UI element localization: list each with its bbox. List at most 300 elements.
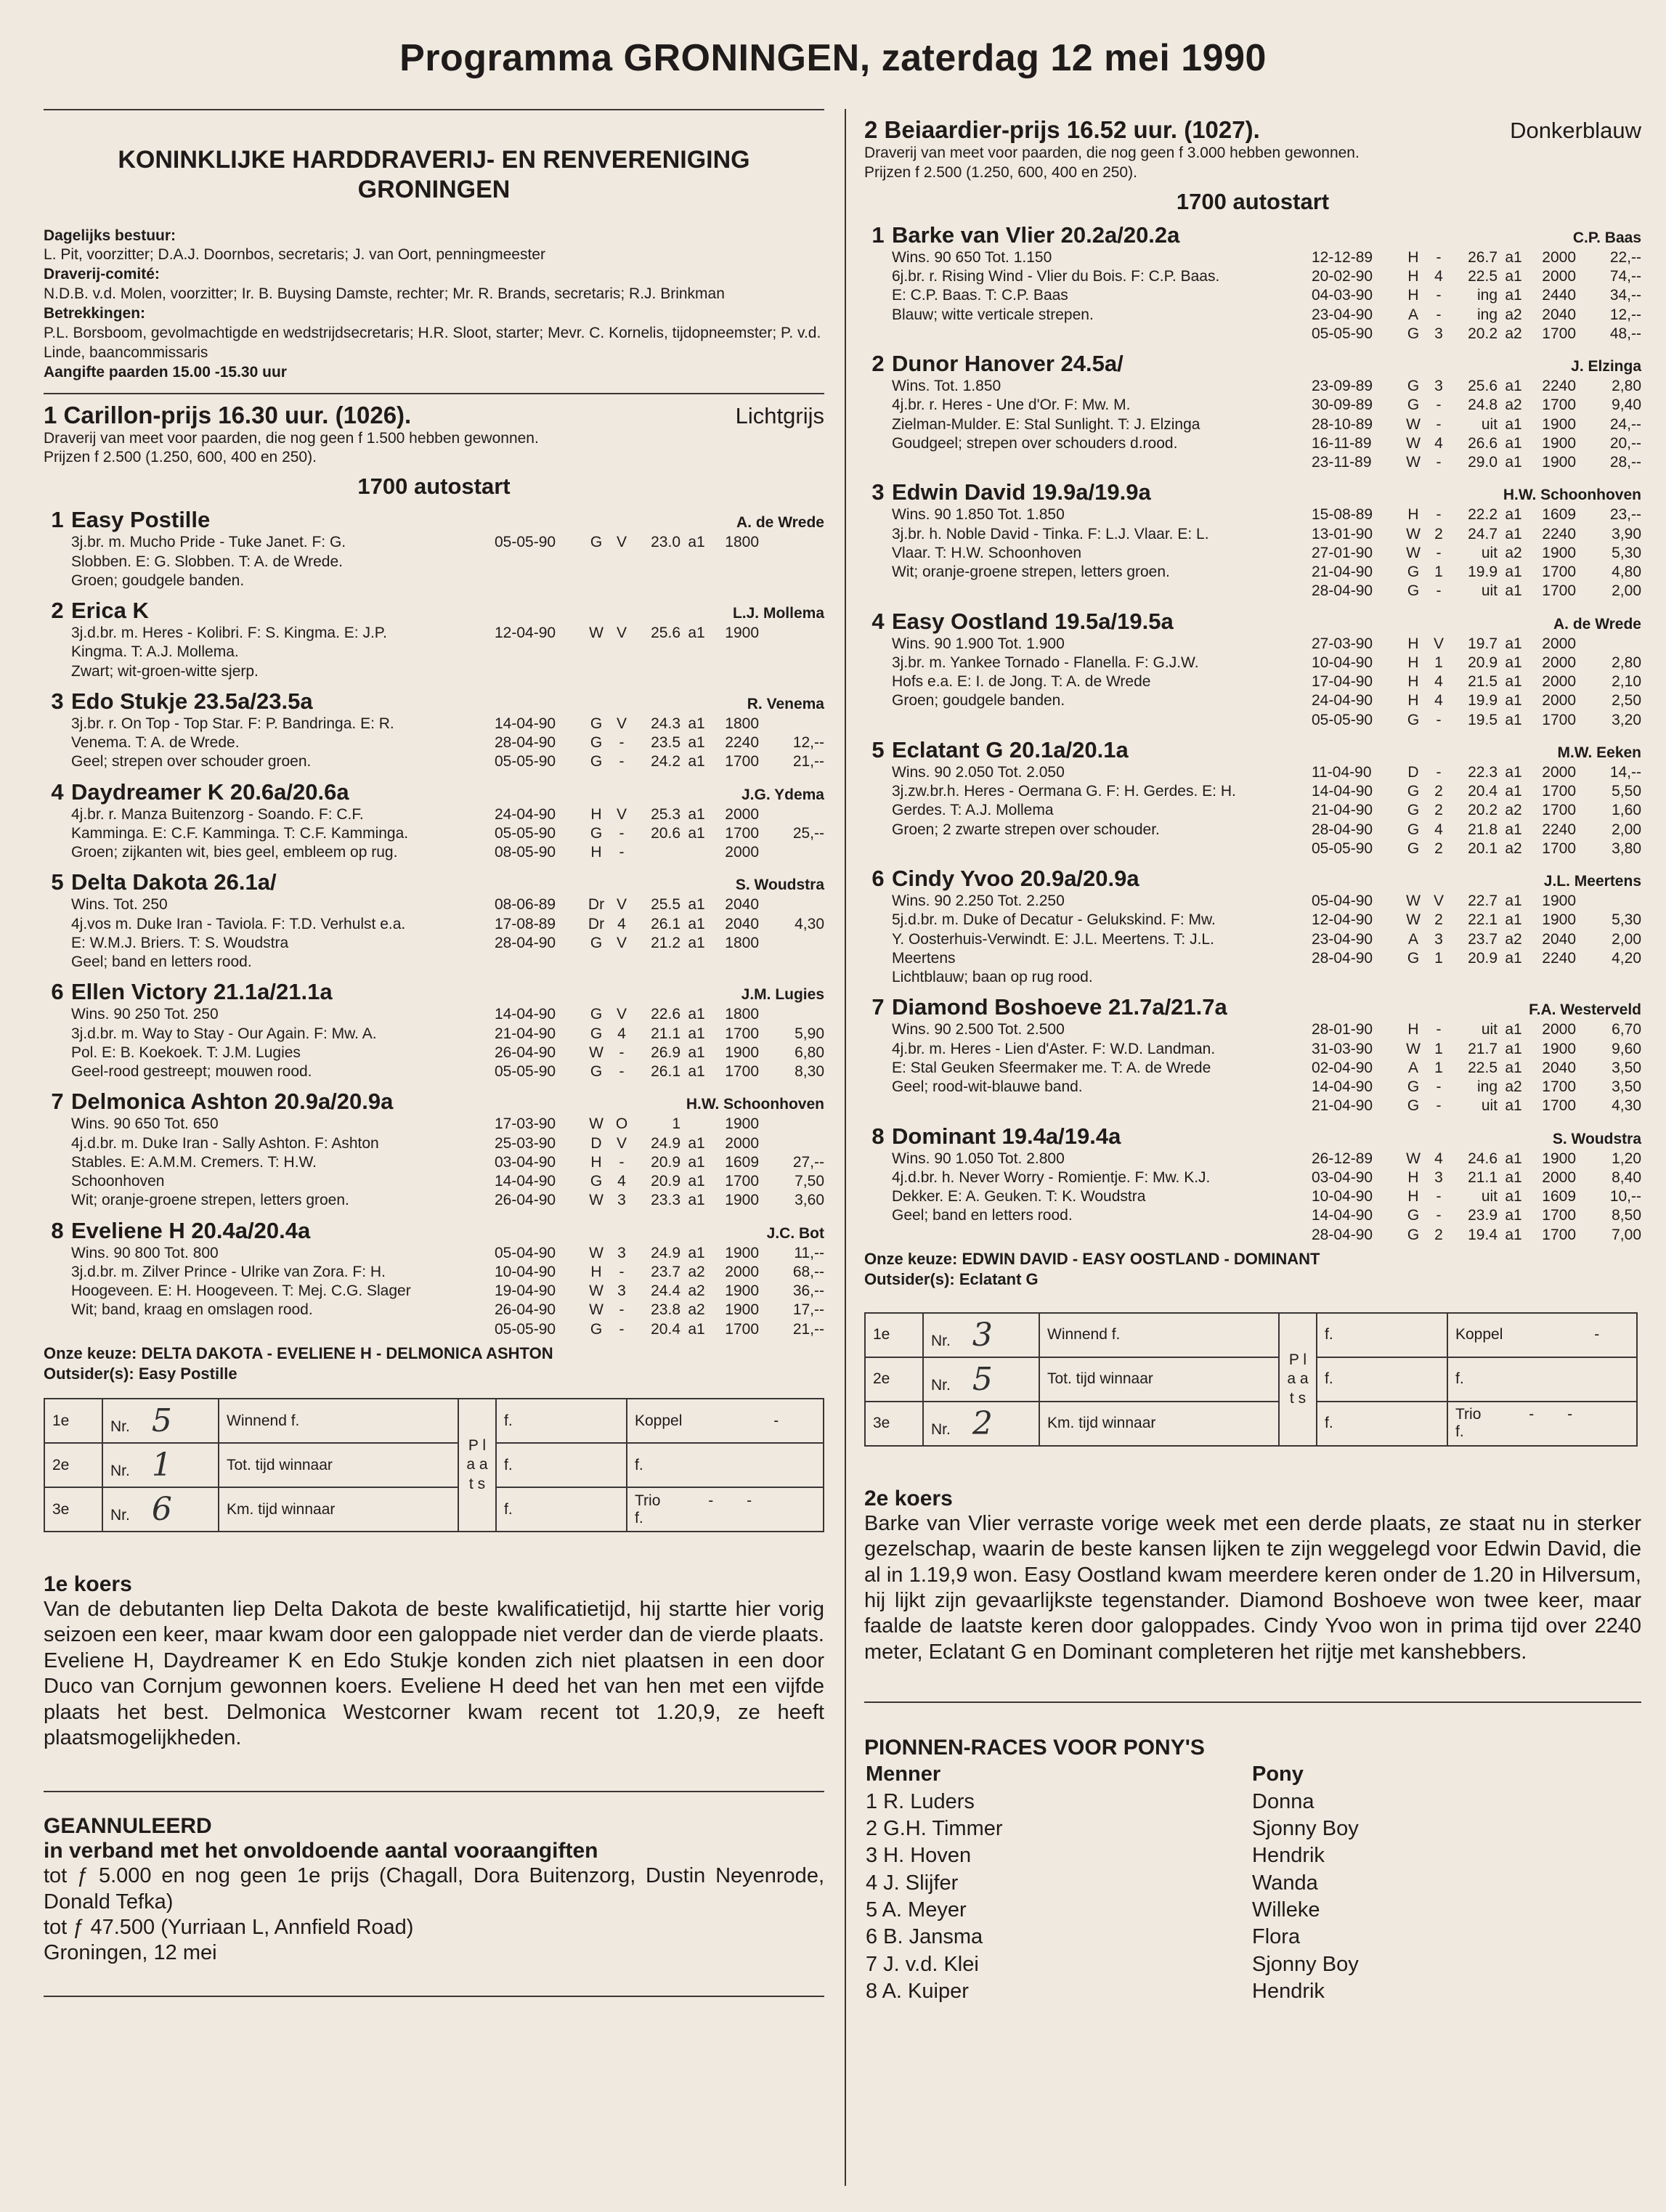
result-place: 4: [617, 1025, 626, 1042]
horse-body: [892, 351, 1641, 472]
bestuur-text: L. Pit, voorzitter; D.A.J. Doornbos, secretaris; J. van Oort, penningmeester: [44, 246, 545, 264]
result-row: [1312, 267, 1641, 286]
result-time: uit: [1481, 544, 1498, 561]
horse-name: Delmonica Ashton 20.9a/20.9a: [71, 1089, 394, 1115]
horse-body: [71, 779, 824, 863]
result-start: a1: [1505, 287, 1522, 304]
result-odds: 4,20: [1612, 949, 1641, 967]
horse-entry: [44, 869, 824, 972]
result-time: 21.7: [1468, 1040, 1498, 1057]
menner-name: 5 A. Meyer: [866, 1898, 967, 1922]
result-row: [495, 1153, 824, 1172]
result-track: W: [1406, 892, 1421, 909]
horse-info-line: Stables. E: A.M.M. Cremers. T: H.W.: [71, 1153, 317, 1171]
koers1-text: Van de debutanten liep Delta Dakota de beste kwalificatietijd, hij startte hier vorig seizoen een keer, maar kwam door een galoppade niet verder dan de vierde plaats. Eveliene H, Daydreamer K en Edo Stukje konden zich niet plaatsen in een door Duco van Cornjum gewonnen koers. Eveliene H deed het van hen met een vijfde plaats het best. Delmonica Westcorner kwam recent tot 1.20,9, ze heeft plaatsmogelijkheden.: [44, 1598, 824, 1749]
result-date: 10-04-90: [1312, 1188, 1373, 1205]
result-start: a2: [1505, 1078, 1522, 1095]
result-track: H: [1407, 287, 1419, 304]
result-place: 2: [1434, 525, 1443, 542]
result-track: W: [1406, 525, 1421, 542]
result-place: 3: [1434, 930, 1443, 948]
horse-header: [71, 1218, 824, 1244]
result-date: 28-04-90: [1312, 949, 1373, 967]
result-distance: 2000: [1542, 1168, 1576, 1186]
result-start: a2: [1505, 802, 1522, 819]
result-odds: 4,30: [1612, 1097, 1641, 1115]
result-track: W: [589, 1115, 604, 1133]
result-start: a1: [1505, 564, 1522, 580]
result-odds: [759, 805, 824, 824]
result-odds: 5,50: [1612, 783, 1641, 800]
pionnen-row: [866, 1979, 1640, 2004]
result-time: 24.6: [1468, 1150, 1498, 1167]
result-start: a1: [1505, 248, 1522, 266]
result-odds: 3,50: [1612, 1078, 1641, 1095]
tote-km-tijd-label: Km. tijd winnaar: [219, 1487, 458, 1532]
result-track: W: [1406, 454, 1421, 471]
result-date: 23-11-89: [1312, 454, 1372, 471]
result-time: 25.6: [651, 625, 680, 642]
result-row: [1312, 654, 1641, 672]
result-date: 05-05-90: [1312, 839, 1373, 857]
horse-entry: [44, 688, 824, 772]
horse-info-line: Wins. 90 650 Tot. 1.150: [892, 248, 1052, 266]
tote-koppel-label: Koppel: [1455, 1326, 1503, 1343]
race2-keuze: [864, 1249, 1641, 1290]
result-odds: 7,00: [1612, 1226, 1641, 1243]
result-date: 28-10-89: [1312, 415, 1373, 433]
result-track: G: [590, 1320, 603, 1338]
result-track: G: [1407, 397, 1420, 414]
horse-entry: [864, 222, 1641, 343]
horse-results: [1312, 1020, 1641, 1115]
result-start: a1: [1505, 1097, 1522, 1115]
horse-info-line: Wit; oranje-groene strepen, letters groen.: [892, 564, 1170, 580]
result-time: 23.7: [651, 1263, 680, 1280]
menner-name: 6 B. Jansma: [866, 1925, 983, 1949]
result-row: [495, 1244, 824, 1263]
result-distance: 2040: [1542, 930, 1576, 948]
result-row: [1312, 1097, 1641, 1115]
result-date: 04-03-90: [1312, 287, 1373, 304]
result-place: 3: [617, 1192, 626, 1209]
result-row: [495, 915, 824, 934]
race1-horse-list: [44, 507, 824, 1339]
result-odds: 24,--: [1609, 415, 1641, 433]
result-track: G: [1407, 1078, 1420, 1095]
horse-name: Edo Stukje 23.5a/23.5a: [71, 688, 313, 714]
result-distance: 2240: [1542, 821, 1576, 838]
result-odds: 2,80: [1612, 654, 1641, 671]
result-date: 08-05-90: [495, 844, 556, 861]
result-place: V: [616, 1006, 627, 1023]
result-odds: 2,00: [1612, 821, 1641, 838]
result-distance: 1900: [725, 1115, 759, 1133]
result-odds: 2,10: [1612, 673, 1641, 690]
result-place: -: [619, 753, 625, 770]
result-date: 27-03-90: [1312, 635, 1373, 652]
horse-details: [71, 1244, 824, 1339]
result-date: 28-04-90: [495, 734, 556, 752]
horse-info-line: Zwart; wit-groen-witte sjerp.: [71, 662, 259, 680]
horse-info-line: E: C.P. Baas. T: C.P. Baas: [892, 287, 1068, 304]
result-distance: 2000: [1542, 654, 1576, 671]
result-distance: 2000: [1542, 1021, 1576, 1038]
result-date: 03-04-90: [495, 1153, 556, 1171]
horse-body: [71, 1089, 824, 1210]
horse-results: [1312, 892, 1641, 987]
result-time: 24.8: [1468, 397, 1498, 414]
result-track: G: [1407, 378, 1420, 394]
result-row: [1312, 821, 1641, 839]
result-date: 14-04-90: [495, 1173, 556, 1190]
keuze-label: Onze keuze:: [44, 1343, 137, 1362]
horse-entry: [864, 351, 1641, 472]
horse-number: 2: [871, 351, 885, 376]
horse-results: [495, 805, 824, 863]
result-date: 25-03-90: [495, 1134, 556, 1152]
horse-details: [892, 1020, 1641, 1115]
result-date: 21-04-90: [1312, 564, 1373, 580]
tote-tot-tijd-label: Tot. tijd winnaar: [219, 1443, 458, 1487]
result-date: 05-04-90: [1312, 892, 1373, 909]
pony-name: Sjonny Boy: [1252, 1816, 1359, 1840]
result-date: 24-04-90: [495, 805, 556, 823]
horse-info-line: Kingma. T: A.J. Mollema.: [71, 643, 239, 661]
race2-title: 2 Beiaardier-prijs 16.52 uur. (1027).: [864, 116, 1260, 143]
result-distance: 2000: [1542, 692, 1576, 709]
result-place: -: [619, 1320, 625, 1338]
horse-info-line: Hofs e.a. E: I. de Jong. T: A. de Wrede: [892, 673, 1151, 690]
result-row: [1312, 1078, 1641, 1097]
tote-f: f.: [1317, 1357, 1447, 1402]
result-time: 23.8: [651, 1301, 680, 1319]
result-time: 20.4: [1468, 783, 1498, 800]
result-odds: 23,--: [1609, 506, 1641, 524]
result-odds: 5,90: [795, 1025, 824, 1042]
result-track: W: [589, 1244, 604, 1261]
horse-info-line: Slobben. E: G. Slobben. T: A. de Wrede.: [71, 553, 343, 570]
result-odds: 48,--: [1609, 325, 1641, 342]
horse-info-line: 4j.d.br. m. Duke Iran - Sally Ashton. F: Ashton: [71, 1134, 379, 1152]
tote-km-tijd-label: Km. tijd winnaar: [1039, 1402, 1279, 1446]
result-row: [1312, 1150, 1641, 1168]
result-date: 23-09-89: [1312, 378, 1373, 394]
result-place: 2: [1434, 802, 1443, 819]
result-odds: [759, 624, 824, 643]
race1-header: [44, 402, 824, 429]
result-odds: [759, 1115, 824, 1134]
result-odds: 27,--: [792, 1153, 824, 1171]
result-start: a1: [1505, 525, 1522, 542]
horse-info-line: Geel; band en letters rood.: [71, 953, 252, 971]
horse-number: 2: [51, 598, 64, 624]
result-date: 27-01-90: [1312, 544, 1373, 561]
result-time: 19.9: [1468, 692, 1498, 709]
club-info: [44, 227, 824, 383]
result-row: [1312, 672, 1641, 691]
result-place: -: [1436, 711, 1442, 728]
result-odds: 2,50: [1612, 692, 1641, 709]
horse-info-line: Pol. E: B. Koekoek. T: J.M. Lugies: [71, 1044, 301, 1061]
tote-dash: -: [1567, 1406, 1573, 1423]
horse-header: [892, 222, 1641, 248]
result-start: a1: [1505, 911, 1522, 929]
horse-name: Cindy Yvoo 20.9a/20.9a: [892, 866, 1139, 891]
keuze-value: EDWIN DAVID - EASY OOSTLAND - DOMINANT: [962, 1249, 1320, 1268]
horse-header: [892, 866, 1641, 892]
horse-info-line: 3j.d.br. m. Heres - Kolibri. F: S. Kingma. E: J.P.: [71, 625, 387, 642]
result-place: 1: [1434, 654, 1443, 671]
result-track: H: [1407, 635, 1419, 652]
result-start: a1: [688, 1025, 705, 1042]
result-row: [495, 624, 824, 643]
result-date: 05-04-90: [495, 1244, 556, 1261]
pionnen-row: [866, 1789, 1640, 1815]
result-track: G: [590, 1006, 603, 1023]
result-row: [1312, 505, 1641, 524]
race2-prizes: Prijzen f 2.500 (1.250, 600, 400 en 250).: [864, 163, 1137, 181]
horse-body: [892, 479, 1641, 601]
horse-info-line: Wit; band, kraag en omslagen rood.: [71, 1301, 313, 1319]
result-time: 29.0: [1468, 454, 1498, 471]
result-distance: 1700: [725, 1320, 759, 1338]
horse-info: [71, 533, 495, 590]
result-row: [495, 1301, 824, 1320]
result-track: H: [1407, 1188, 1419, 1205]
horse-details: [71, 533, 824, 590]
result-distance: 1700: [1542, 1078, 1576, 1095]
result-distance: 1700: [1542, 802, 1576, 819]
horse-info-line: Wins. 90 650 Tot. 650: [71, 1115, 219, 1133]
tote-trio-label: Trio: [635, 1492, 661, 1509]
result-odds: 3,90: [1612, 525, 1641, 542]
result-start: a1: [688, 824, 705, 842]
race1-keuze: [44, 1343, 824, 1385]
horse-details: [892, 892, 1641, 987]
result-odds: [759, 1134, 824, 1153]
horse-number: 7: [51, 1089, 64, 1115]
horse-info-line: Wins. 90 250 Tot. 250: [71, 1006, 219, 1023]
result-odds: [759, 1005, 824, 1024]
tote-place: 1e: [44, 1399, 102, 1443]
horse-info-line: 3j.br. m. Mucho Pride - Tuke Janet. F: G.: [71, 534, 346, 551]
horse-info-line: Dekker. E: A. Geuken. T: K. Woudstra: [892, 1188, 1146, 1205]
race1-tote-table: [44, 1398, 824, 1532]
tote-dash: -: [1594, 1326, 1600, 1343]
left-column: [44, 109, 824, 1997]
result-track: G: [590, 734, 603, 752]
result-row: [495, 1172, 824, 1191]
result-start: a1: [688, 1044, 705, 1061]
result-row: [1312, 839, 1641, 858]
horse-entry: [864, 479, 1641, 601]
result-row: [495, 1062, 824, 1081]
result-start: a1: [688, 896, 705, 914]
result-distance: 2240: [1542, 949, 1576, 967]
horse-info-line: Gerdes. T: A.J. Mollema: [892, 802, 1054, 819]
horse-header: [71, 869, 824, 895]
result-place: V: [616, 625, 627, 642]
result-time: ing: [1476, 306, 1498, 323]
result-start: a2: [1505, 306, 1522, 323]
result-place: V: [1433, 892, 1444, 909]
result-odds: 12,--: [1609, 306, 1641, 323]
horse-name: Daydreamer K 20.6a/20.6a: [71, 778, 349, 805]
pony-name: Willeke: [1252, 1898, 1320, 1922]
result-place: -: [1436, 1097, 1442, 1115]
horse-info-line: Venema. T: A. de Wrede.: [71, 734, 240, 752]
result-date: 14-04-90: [1312, 1078, 1373, 1095]
result-start: a1: [688, 915, 705, 932]
horse-details: [892, 377, 1641, 472]
result-place: 3: [617, 1282, 626, 1300]
result-row: [495, 1320, 824, 1339]
club-title: [44, 145, 824, 205]
result-place: -: [619, 1153, 625, 1171]
pony-name: Hendrik: [1252, 1980, 1325, 2004]
horse-details: [892, 635, 1641, 730]
result-odds: [759, 934, 824, 953]
page-title: Programma GRONINGEN, zaterdag 12 mei 1990: [399, 37, 1267, 79]
result-track: A: [1407, 1059, 1418, 1076]
result-row: [495, 824, 824, 843]
result-place: 3: [1434, 325, 1443, 342]
horse-driver: M.W. Eeken: [1557, 744, 1641, 761]
result-date: 17-03-90: [495, 1115, 556, 1133]
result-row: [1312, 306, 1641, 325]
result-time: 19.5: [1468, 711, 1498, 728]
result-row: [1312, 582, 1641, 601]
result-row: [1312, 563, 1641, 582]
race1-prizes: Prijzen f 2.500 (1.250, 600, 400 en 250).: [44, 449, 317, 466]
result-distance: 1700: [1542, 839, 1576, 857]
horse-info-line: 3j.br. r. On Top - Top Star. F: P. Bandringa. E: R.: [71, 715, 394, 732]
horse-results: [495, 1244, 824, 1339]
horse-results: [495, 624, 824, 681]
result-time: 20.9: [1468, 654, 1498, 671]
result-track: D: [590, 1134, 602, 1152]
result-start: a1: [1505, 692, 1522, 709]
result-track: H: [1407, 506, 1419, 524]
result-row: [1312, 396, 1641, 415]
horse-info-line: 3j.br. h. Noble David - Tinka. F: L.J. Vlaar. E: L.: [892, 525, 1209, 542]
horse-info-line: Wins. 90 2.050 Tot. 2.050: [892, 763, 1065, 781]
result-row: [495, 1191, 824, 1210]
result-track: W: [589, 1044, 604, 1061]
result-start: a1: [688, 1153, 705, 1171]
divider: [44, 1996, 824, 1997]
result-place: 3: [1434, 1168, 1443, 1186]
pony-name: Hendrik: [1252, 1844, 1325, 1868]
result-place: -: [619, 734, 625, 752]
right-column: [864, 116, 1641, 2006]
horse-driver: J.C. Bot: [766, 1224, 824, 1242]
result-start: a1: [1505, 1040, 1522, 1057]
race1-distance: 1700 autostart: [357, 473, 511, 500]
race2-conditions: [864, 144, 1641, 183]
result-date: 17-04-90: [1312, 673, 1373, 690]
result-place: V: [616, 934, 627, 951]
result-date: 23-04-90: [1312, 930, 1373, 948]
result-odds: 3,60: [795, 1192, 824, 1209]
result-time: 22.6: [651, 1006, 680, 1023]
result-track: W: [589, 1282, 604, 1300]
result-start: a1: [1505, 268, 1522, 285]
horse-info-line: Wins. 90 1.050 Tot. 2.800: [892, 1150, 1065, 1167]
result-distance: 1700: [1542, 564, 1576, 580]
tote-plaats-label: P l a a t s: [1279, 1313, 1317, 1446]
horse-info-line: 3j.d.br. m. Way to Stay - Our Again. F: Mw. A.: [71, 1025, 377, 1042]
horse-number: 4: [51, 778, 64, 805]
horse-results: [1312, 505, 1641, 601]
horse-info: [71, 895, 495, 972]
result-place: 1: [1434, 1059, 1443, 1076]
horse-name: Erica K: [71, 598, 149, 624]
result-distance: 1700: [725, 1063, 759, 1081]
result-odds: 5,30: [1612, 911, 1641, 929]
horse-body: [71, 688, 824, 772]
horse-header: [71, 688, 824, 715]
result-time: 20.9: [1468, 949, 1498, 967]
result-odds: 1,60: [1612, 802, 1641, 819]
horse-info-line: 6j.br. r. Rising Wind - Vlier du Bois. F: C.P. Baas.: [892, 268, 1220, 285]
result-date: 05-05-90: [495, 1063, 556, 1081]
result-distance: 2000: [1542, 268, 1576, 285]
handwritten-number: 3: [972, 1316, 993, 1354]
result-start: a1: [1505, 434, 1522, 452]
horse-results: [1312, 635, 1641, 730]
result-time: 24.3: [651, 715, 680, 732]
result-time: 22.3: [1468, 763, 1498, 781]
horse-info: [892, 892, 1312, 987]
result-place: V: [616, 534, 627, 551]
outsider-label: Outsider(s):: [44, 1365, 134, 1383]
result-odds: 36,--: [792, 1282, 824, 1300]
result-odds: [759, 715, 824, 733]
horse-entry: [864, 1123, 1641, 1245]
result-place: 2: [1434, 911, 1443, 929]
result-distance: 2240: [1542, 378, 1576, 394]
geannuleerd-subtitle: in verband met het onvoldoende aantal vooraangiften: [44, 1839, 598, 1863]
result-start: [680, 843, 712, 862]
result-track: G: [1407, 783, 1420, 800]
tote-place: 2e: [865, 1357, 923, 1402]
geannuleerd-line3: Groningen, 12 mei: [44, 1941, 217, 1965]
horse-number: 6: [871, 866, 885, 891]
horse-number: 8: [51, 1217, 64, 1243]
result-row: [495, 715, 824, 733]
result-row: [1312, 325, 1641, 343]
result-date: 05-05-90: [495, 1320, 556, 1338]
result-place: 4: [1434, 268, 1443, 285]
result-row: [495, 1282, 824, 1301]
koers2-title: 2e koers: [864, 1486, 953, 1510]
pony-name: Flora: [1252, 1925, 1301, 1949]
result-time: 22.2: [1468, 506, 1498, 524]
handwritten-number: 1: [151, 1447, 172, 1484]
result-distance: 1900: [725, 1301, 759, 1319]
result-start: a2: [1505, 544, 1522, 561]
result-date: 10-04-90: [495, 1263, 556, 1280]
result-time: uit: [1481, 582, 1498, 600]
result-date: 12-04-90: [495, 625, 556, 642]
tote-place: 3e: [44, 1487, 102, 1532]
horse-entry: [864, 737, 1641, 858]
result-track: G: [590, 1025, 603, 1042]
result-time: 26.1: [651, 1063, 680, 1081]
tote-f: f.: [496, 1487, 627, 1532]
